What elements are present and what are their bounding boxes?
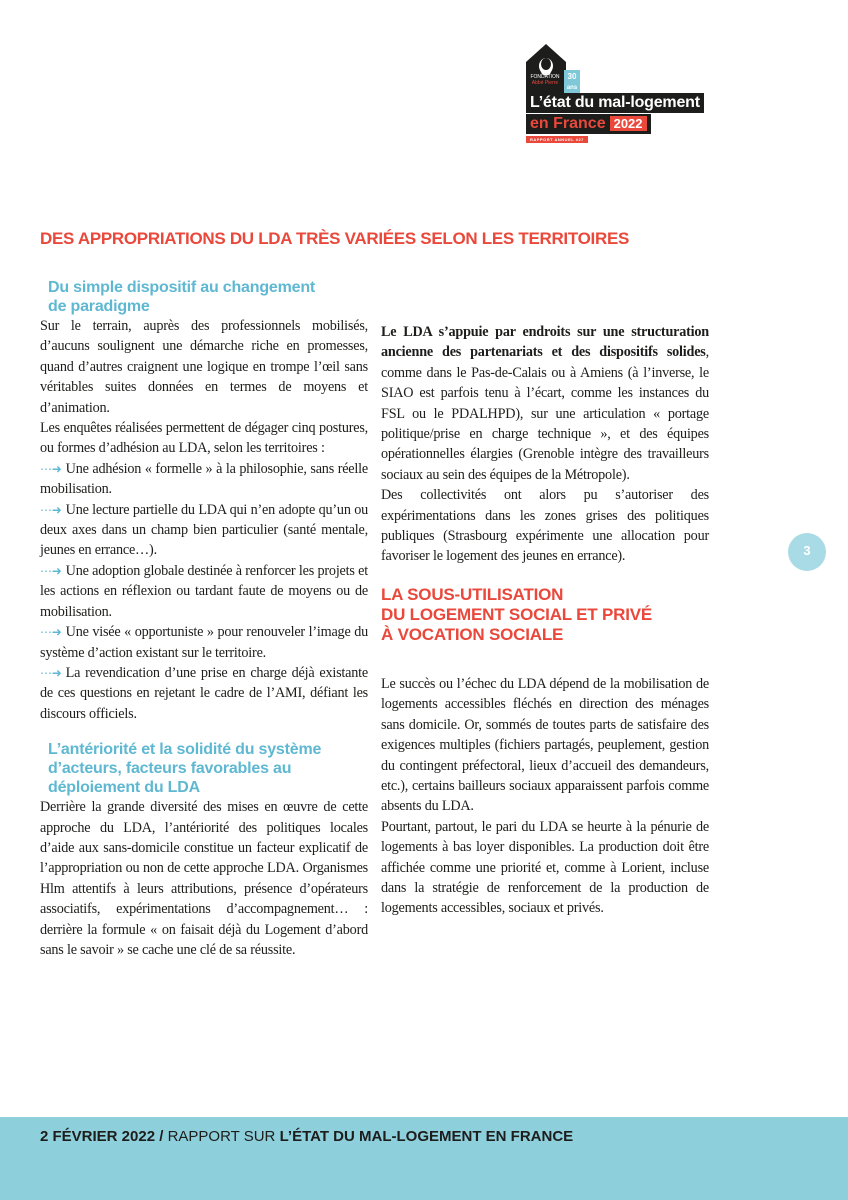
paragraph: Sur le terrain, auprès des professionnels mobilisés, d’aucuns soulignent une démarche riche en promesses, quand d’autres craignent une logique en trompe l’œil sans véritables suites données en termes de moyens et d’animation. bbox=[40, 318, 368, 416]
list-item: ⋯➜ Une visée « opportuniste » pour renouveler l’image du système d’action existant sur le territoire. bbox=[40, 624, 368, 661]
left-column bbox=[40, 278, 368, 960]
paragraph: Le succès ou l’échec du LDA dépend de la mobilisation de logements accessibles fléchés en direction des ménages sans domicile. Or, sommés de toutes parts de satisfaire des exigences multiples (fichiers partagés, peuplement, gestion du contingent préfectoral, lieux d’accueil des demandeurs, etc.), certains bailleurs sociaux apparaissent parfois comme absents du LDA. bbox=[381, 675, 709, 815]
list-item: ⋯➜ La revendication d’une prise en charge déjà existante de ces questions en rejetant le cadre de l’AMI, défiant les discours officiels. bbox=[40, 664, 368, 722]
subheading-actors: L’antériorité et la solidité du système d’acteurs, facteurs favorables au déploiement du LDA bbox=[48, 741, 322, 797]
dotted-arrow-icon: ⋯➜ bbox=[40, 461, 62, 476]
page-heading: DES APPROPRIATIONS DU LDA TRÈS VARIÉES SELON LES TERRITOIRES bbox=[40, 229, 630, 248]
report-logo bbox=[526, 44, 706, 140]
list-item: ⋯➜ Une lecture partielle du LDA qui n’en adopte qu’un ou deux axes dans un champ bien particulier (santé mentale, jeunes en errance…). bbox=[40, 501, 368, 559]
chapter-number-badge: 3 bbox=[788, 533, 826, 571]
section-heading: LA SOUS-UTILISATION DU LOGEMENT SOCIAL ET PRIVÉ À VOCATION SOCIALE bbox=[381, 584, 653, 644]
dotted-arrow-icon: ⋯➜ bbox=[40, 665, 62, 680]
list-item: ⋯➜ Une adoption globale destinée à renforcer les projets et les actions en réflexion ou tardant faute de moyens ou de mobilisation. bbox=[40, 562, 368, 620]
paragraph: Le LDA s’appuie par endroits sur une structuration ancienne des partenariats et des dispositifs solides, comme dans le Pas-de-Calais ou à Amiens (à l’inverse, le SIAO est parfois tenu à l’écart, comme les instances du FSL ou le PDALHPD), sur une articulation « portage politique/prise en charge technique », et des équipes opérationnelles élargies (Grenoble intègre des travailleurs sociaux au sein des équipes de la Métropole). bbox=[381, 324, 709, 483]
foundation-name: FONDATION Abbé Pierre bbox=[530, 74, 560, 86]
paragraph: Des collectivités ont alors pu s’autoriser des expérimentations dans les zones grises des politiques publiques (Strasbourg expérimente une allocation pour favoriser le logement des jeunes en errance). bbox=[381, 487, 709, 565]
logo-title-line1: L’état du mal-logement bbox=[526, 93, 704, 113]
logo-subtitle: RAPPORT ANNUEL #27 bbox=[526, 136, 588, 143]
logo-year: 2022 bbox=[610, 116, 647, 131]
dotted-arrow-icon: ⋯➜ bbox=[40, 563, 62, 578]
footer-band bbox=[0, 1117, 848, 1200]
bold-lead: Le LDA s’appuie par endroits sur une structuration ancienne des partenariats et des dispositifs solides bbox=[381, 324, 709, 361]
dotted-arrow-icon: ⋯➜ bbox=[40, 625, 62, 640]
paragraph: Derrière la grande diversité des mises en œuvre de cette approche du LDA, l’antériorité des politiques locales d’aide aux sans-domicile constitue un facteur explicatif de l’appropriation ou non de cette approche LDA. Organismes Hlm attentifs à leurs attributions, présence d’opérateurs associatifs, expérimentations d’accompagnement… : derrière la formule « on faisait déjà du Logement d’abord sans le savoir » se cache une clé de sa réussite. bbox=[40, 799, 368, 958]
right-column bbox=[381, 322, 709, 919]
anniversary-badge: 30 ans bbox=[564, 70, 580, 96]
paragraph: Pourtant, partout, le pari du LDA se heurte à la pénurie de logements à bas loyer disponibles. La production doit être affichée comme une priorité et, comme à Lorient, incluse dans la stratégie de renforcement de la production de logements accessibles, sociaux et privés. bbox=[381, 818, 709, 917]
logo-title-line2: en France 2022 bbox=[526, 114, 651, 134]
footer-text: 2 FÉVRIER 2022 / RAPPORT SUR L’ÉTAT DU MAL-LOGEMENT EN FRANCE bbox=[40, 1128, 574, 1145]
list-item: ⋯➜ Une adhésion « formelle » à la philosophie, sans réelle mobilisation. bbox=[40, 460, 368, 498]
dotted-arrow-icon: ⋯➜ bbox=[40, 502, 62, 517]
paragraph: Les enquêtes réalisées permettent de dégager cinq postures, ou formes d’adhésion au LDA, selon les territoires : bbox=[40, 420, 368, 457]
subheading-paradigm: Du simple dispositif au changement de paradigme bbox=[48, 279, 316, 315]
